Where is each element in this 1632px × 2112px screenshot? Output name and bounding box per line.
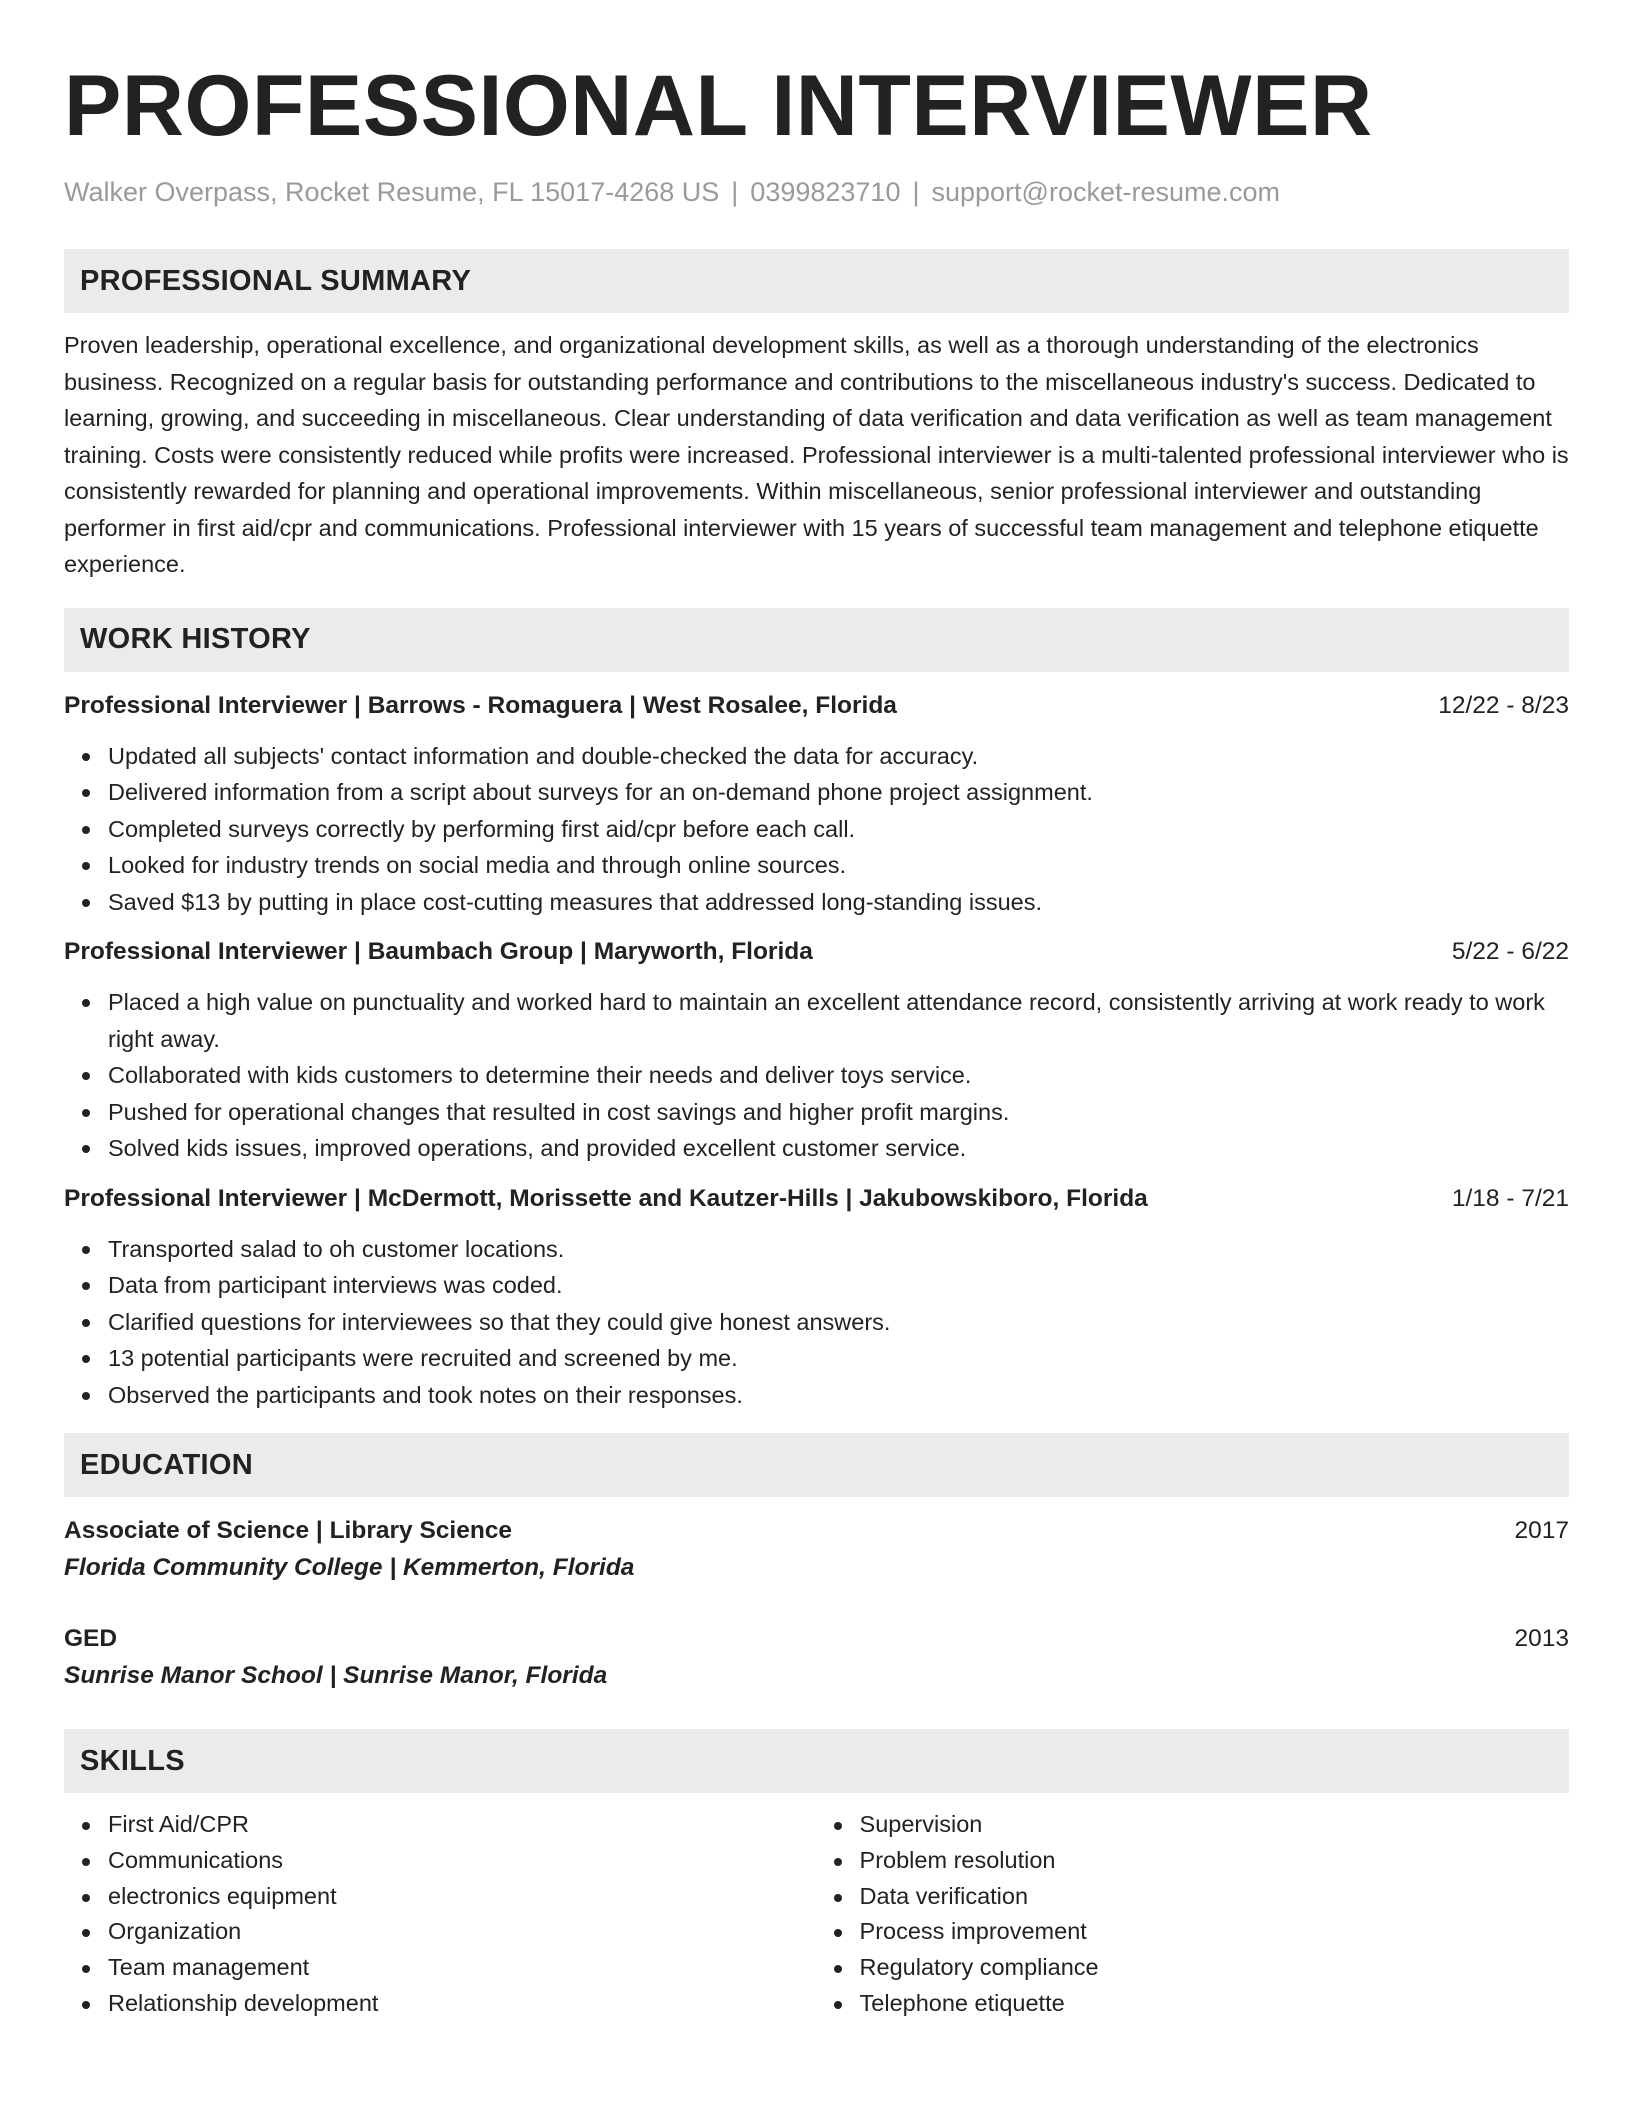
education-header	[64, 1513, 1569, 1549]
education-heading: EDUCATION	[64, 1433, 1569, 1497]
job-bullets	[64, 738, 1569, 921]
skills-list-left	[64, 1807, 816, 2022]
summary-text: Proven leadership, operational excellence, and organizational development skills, as well as a thorough understanding of the electronics business. Recognized on a regular basis for outstanding performance and contributions to the miscellaneous industry's success. Dedicated to learning, growing, and succeeding in miscellaneous. Clear understanding of data verification and data verification as well as team management training. Costs were consistently reduced while profits were increased. Professional interviewer is a multi-talented professional interviewer who is consistently rewarded for planning and operational improvements. Within miscellaneous, senior professional interviewer and outstanding performer in first aid/cpr and communications. Professional interviewer with 15 years of successful team management and telephone etiquette experience.	[64, 332, 1569, 577]
skill-item: Organization	[108, 1914, 816, 1950]
job-bullet: Placed a high value on punctuality and worked hard to maintain an excellent attendance record, consistently arriving at work ready to work right away.	[108, 984, 1569, 1057]
job-title: Professional Interviewer | Baumbach Group | Maryworth, Florida	[64, 938, 813, 965]
job-bullet: Saved $13 by putting in place cost-cutting measures that addressed long-standing issues.	[108, 884, 1569, 921]
job-bullets	[64, 1231, 1569, 1414]
skills-columns	[64, 1807, 1569, 2022]
skill-item: Regulatory compliance	[860, 1950, 1569, 1986]
job-bullet: Delivered information from a script about surveys for an on-demand phone project assignment.	[108, 774, 1569, 811]
skills-heading: SKILLS	[64, 1729, 1569, 1793]
job-bullet: Collaborated with kids customers to determine their needs and deliver toys service.	[108, 1057, 1569, 1094]
skill-item: Team management	[108, 1950, 816, 1986]
job-bullet: Clarified questions for interviewees so that they could give honest answers.	[108, 1304, 1569, 1341]
education-degree: Associate of Science | Library Science	[64, 1517, 513, 1544]
education-year: 2017	[1514, 1517, 1569, 1544]
work-history-heading: WORK HISTORY	[64, 608, 1569, 672]
education-entry	[64, 1621, 1569, 1695]
job-bullet: Updated all subjects' contact information and double-checked the data for accuracy.	[108, 738, 1569, 775]
job-bullet: Solved kids issues, improved operations, and provided excellent customer service.	[108, 1130, 1569, 1167]
education-school: Florida Community College | Kemmerton, Florida	[64, 1554, 635, 1581]
job-bullet: 13 potential participants were recruited and screened by me.	[108, 1340, 1569, 1377]
job-bullet: Observed the participants and took notes on their responses.	[108, 1377, 1569, 1414]
skills-list-right	[816, 1807, 1569, 2022]
job-bullet: Pushed for operational changes that resulted in cost savings and higher profit margins.	[108, 1094, 1569, 1131]
skill-item: First Aid/CPR	[108, 1807, 816, 1843]
job-entry	[64, 688, 1569, 921]
job-header	[64, 688, 1569, 724]
job-bullets	[64, 984, 1569, 1167]
skill-item: Telephone etiquette	[860, 1986, 1569, 2022]
skill-item: Process improvement	[860, 1914, 1569, 1950]
contact-phone: 0399823710	[750, 177, 901, 207]
resume-name: PROFESSIONAL INTERVIEWER	[64, 58, 1373, 154]
summary-heading: PROFESSIONAL SUMMARY	[64, 249, 1569, 313]
education-year: 2013	[1514, 1625, 1569, 1652]
education-degree: GED	[64, 1625, 118, 1652]
contact-address: Walker Overpass, Rocket Resume, FL 15017-4268 US	[64, 177, 720, 207]
job-dates: 5/22 - 6/22	[1451, 938, 1569, 965]
education-school: Sunrise Manor School | Sunrise Manor, Florida	[64, 1662, 608, 1689]
contact-separator: |	[912, 177, 920, 207]
job-entry	[64, 1181, 1569, 1414]
job-header	[64, 934, 1569, 970]
skill-item: Supervision	[860, 1807, 1569, 1843]
job-bullet: Transported salad to oh customer locations.	[108, 1231, 1569, 1268]
job-entry	[64, 934, 1569, 1167]
contact-email: support@rocket-resume.com	[931, 177, 1281, 207]
job-title: Professional Interviewer | McDermott, Morissette and Kautzer-Hills | Jakubowskiboro, Florida	[64, 1184, 1148, 1212]
job-header	[64, 1181, 1569, 1217]
contact-line	[64, 174, 1569, 210]
contact-separator: |	[731, 177, 739, 207]
job-dates: 1/18 - 7/21	[1451, 1184, 1569, 1212]
skill-item: Relationship development	[108, 1986, 816, 2022]
skill-item: electronics equipment	[108, 1879, 816, 1915]
skill-item: Problem resolution	[860, 1843, 1569, 1879]
job-title: Professional Interviewer | Barrows - Romaguera | West Rosalee, Florida	[64, 691, 897, 719]
job-bullet: Looked for industry trends on social media and through online sources.	[108, 847, 1569, 884]
skill-item: Data verification	[860, 1879, 1569, 1915]
education-entry	[64, 1513, 1569, 1587]
education-header	[64, 1621, 1569, 1657]
job-bullet: Completed surveys correctly by performing first aid/cpr before each call.	[108, 811, 1569, 848]
skill-item: Communications	[108, 1843, 816, 1879]
job-dates: 12/22 - 8/23	[1438, 691, 1569, 719]
job-bullet: Data from participant interviews was coded.	[108, 1267, 1569, 1304]
